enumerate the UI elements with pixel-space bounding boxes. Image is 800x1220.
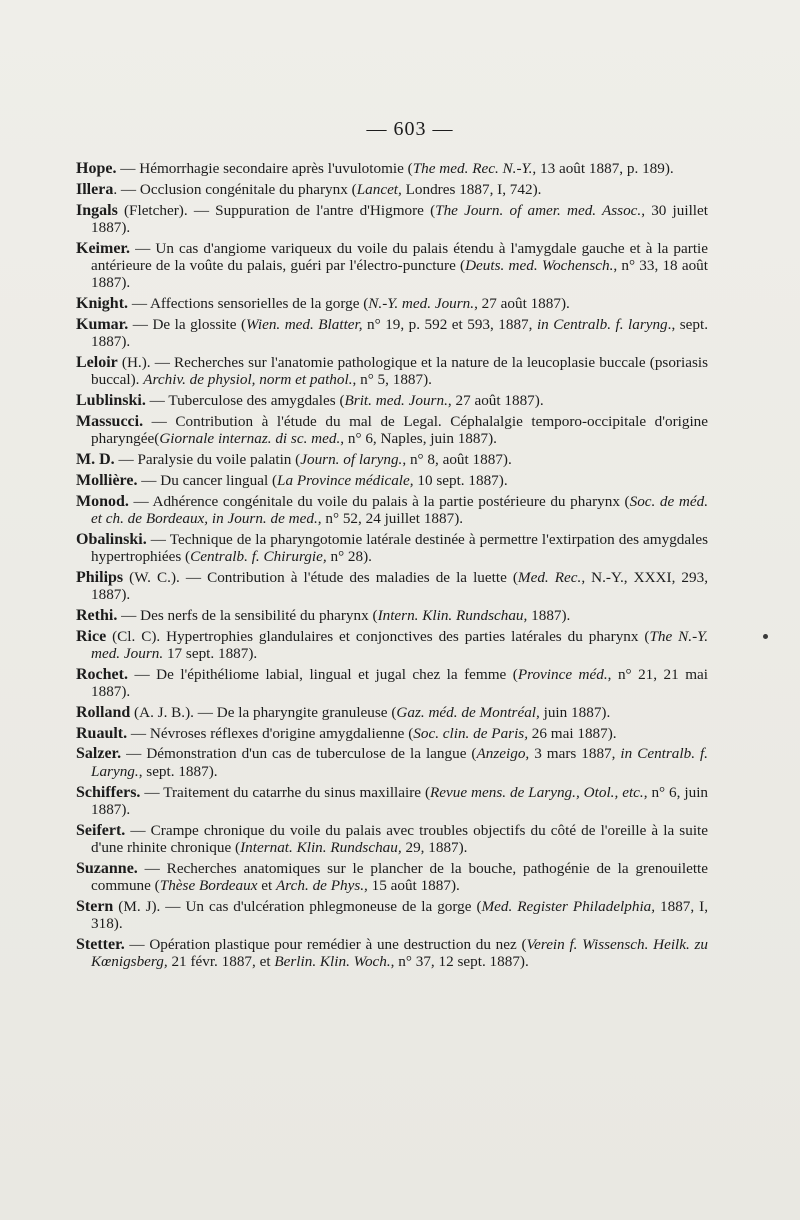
bibliography-list <box>76 160 708 974</box>
entry-citation: — Affections sensorielles de la gorge (N.-Y. med. Journ., 27 août 1887). <box>128 295 570 313</box>
bibliography-entry <box>76 784 708 819</box>
entry-author: Leloir <box>76 353 118 371</box>
entry-citation: — Opération plastique pour remédier à une destruction du nez (Verein f. Wissensch. Heilk. zu Kœnigsberg, 21 févr. 1887, et Berlin. Klin. Woch., n° 37, 12 sept. 1887). <box>91 935 709 971</box>
entry-citation: — Recherches anatomiques sur le plancher de la bouche, pathogénie de la grenouilette commune (Thèse Bordeaux et Arch. de Phys., 15 août 1887). <box>91 859 708 894</box>
entry-author: Lublinski. <box>76 392 146 410</box>
entry-author: Keimer. <box>76 239 131 257</box>
entry-author: Obalinski. <box>76 530 147 548</box>
entry-citation: — Névroses réflexes d'origine amygdalienne (Soc. clin. de Paris, 26 mai 1887). <box>127 724 617 742</box>
entry-author: Monod. <box>76 492 129 510</box>
bibliography-entry <box>76 607 708 624</box>
bibliography-entry <box>76 392 708 409</box>
entry-author: Rethi. <box>76 606 118 624</box>
ink-speck <box>763 634 768 639</box>
entry-citation: . — Occlusion congénitale du pharynx (Lancet, Londres 1887, I, 742). <box>113 180 542 198</box>
page-number: — 603 — <box>366 118 454 140</box>
entry-citation: (Cl. C). Hypertrophies glandulaires et conjonctives des parties latérales du pharynx (The N.-Y. med. Journ. 17 sept. 1887). <box>91 627 708 662</box>
bibliography-entry <box>76 628 708 663</box>
entry-citation: — Crampe chronique du voile du palais avec troubles objectifs du côté de l'oreille à la suite d'une rhinite chronique (Internat. Klin. Rundschau, 29, 1887). <box>91 821 708 856</box>
bibliography-entry <box>76 704 708 721</box>
entry-citation: — Adhérence congénitale du voile du palais à la partie postérieure du pharynx (Soc. de méd. et ch. de Bordeaux, in Journ. de med., n° 52, 24 juillet 1887). <box>91 492 708 527</box>
entry-citation: (W. C.). — Contribution à l'étude des maladies de la luette (Med. Rec., N.-Y., XXXI, 293, 1887). <box>91 568 708 604</box>
entry-author: Salzer. <box>76 745 122 763</box>
entry-author: Rice <box>76 627 107 645</box>
entry-author: Seifert. <box>76 821 126 839</box>
bibliography-entry <box>76 240 708 292</box>
entry-author: Rochet. <box>76 665 128 683</box>
bibliography-entry <box>76 936 708 971</box>
entry-citation: — De la glossite (Wien. med. Blatter, n° 19, p. 592 et 593, 1887, in Centralb. f. laryng., sept. 1887). <box>91 315 708 351</box>
entry-citation: — Paralysie du voile palatin (Journ. of laryng., n° 8, août 1887). <box>114 450 512 468</box>
bibliography-entry <box>76 472 708 489</box>
bibliography-entry <box>76 745 708 780</box>
bibliography-entry <box>76 160 708 177</box>
entry-author: Illera <box>76 180 114 198</box>
entry-citation: (A. J. B.). — De la pharyngite granuleuse (Gaz. méd. de Montréal, juin 1887). <box>130 703 611 721</box>
entry-citation: — De l'épithéliome labial, lingual et jugal chez la femme (Province méd., n° 21, 21 mai 1887). <box>91 665 708 701</box>
bibliography-entry <box>76 295 708 312</box>
bibliography-entry <box>76 202 708 237</box>
entry-citation: — Technique de la pharyngotomie latérale destinée à permettre l'extirpation des amygdales hypertrophiées (Centralb. f. Chirurgie, n° 28). <box>91 530 708 565</box>
bibliography-entry <box>76 181 708 198</box>
entry-citation: — Contribution à l'étude du mal de Legal. Céphalalgie temporo-occipitale d'origine pharyngée(Giornale internaz. di sc. med., n° 6, Naples, juin 1887). <box>91 412 708 448</box>
bibliography-entry <box>76 569 708 604</box>
entry-author: M. D. <box>76 450 115 468</box>
entry-citation: (M. J). — Un cas d'ulcération phlegmoneuse de la gorge (Med. Register Philadelphia, 1887, I, 318). <box>91 897 709 933</box>
entry-author: Philips <box>76 568 124 586</box>
entry-citation: (H.). — Recherches sur l'anatomie pathologique et la nature de la leucoplasie buccale (psoriasis buccal). Archiv. de physiol, norm et pathol., n° 5, 1887). <box>91 353 708 389</box>
bibliography-entry <box>76 451 708 468</box>
entry-author: Ruault. <box>76 724 128 742</box>
entry-author: Kumar. <box>76 315 129 333</box>
entry-citation: — Hémorrhagie secondaire après l'uvulotomie (The med. Rec. N.-Y., 13 août 1887, p. 189). <box>116 160 674 177</box>
entry-author: Schiffers. <box>76 783 141 801</box>
bibliography-entry <box>76 860 708 895</box>
entry-citation: — Traitement du catarrhe du sinus maxillaire (Revue mens. de Laryng., Otol., etc., n° 6, juin 1887). <box>91 783 709 818</box>
bibliography-entry <box>76 413 708 448</box>
entry-citation: — Tuberculose des amygdales (Brit. med. Journ., 27 août 1887). <box>145 392 544 410</box>
entry-author: Suzanne. <box>76 859 138 877</box>
entry-author: Stern <box>76 897 114 915</box>
entry-citation: (Fletcher). — Suppuration de l'antre d'Higmore (The Journ. of amer. med. Assoc., 30 juillet 1887). <box>91 201 708 236</box>
entry-citation: — Des nerfs de la sensibilité du pharynx (Intern. Klin. Rundschau, 1887). <box>117 606 571 624</box>
bibliography-entry <box>76 531 708 566</box>
entry-author: Massucci. <box>76 412 144 430</box>
bibliography-entry <box>76 898 708 933</box>
bibliography-entry <box>76 725 708 742</box>
bibliography-entry <box>76 666 708 701</box>
entry-author: Knight. <box>76 295 129 313</box>
entry-author: Hope. <box>76 160 117 177</box>
entry-author: Rolland <box>76 703 131 721</box>
entry-citation: — Un cas d'angiome variqueux du voile du palais étendu à l'amygdale gauche et à la partie antérieure de la voûte du palais, guéri par l'électro-puncture (Deuts. med. Wochensch., n° 33, 18 août 1887). <box>91 239 708 292</box>
entry-citation: — Démonstration d'un cas de tuberculose de la langue (Anzeigo, 3 mars 1887, in Centralb. f. Laryng., sept. 1887). <box>91 745 708 780</box>
entry-citation: — Du cancer lingual (La Province médicale, 10 sept. 1887). <box>137 471 508 489</box>
entry-author: Stetter. <box>76 935 125 953</box>
entry-author: Ingals <box>76 201 118 219</box>
bibliography-entry <box>76 822 708 857</box>
entry-author: Mollière. <box>76 471 138 489</box>
bibliography-entry <box>76 493 708 528</box>
bibliography-entry <box>76 316 708 351</box>
bibliography-entry <box>76 354 708 389</box>
